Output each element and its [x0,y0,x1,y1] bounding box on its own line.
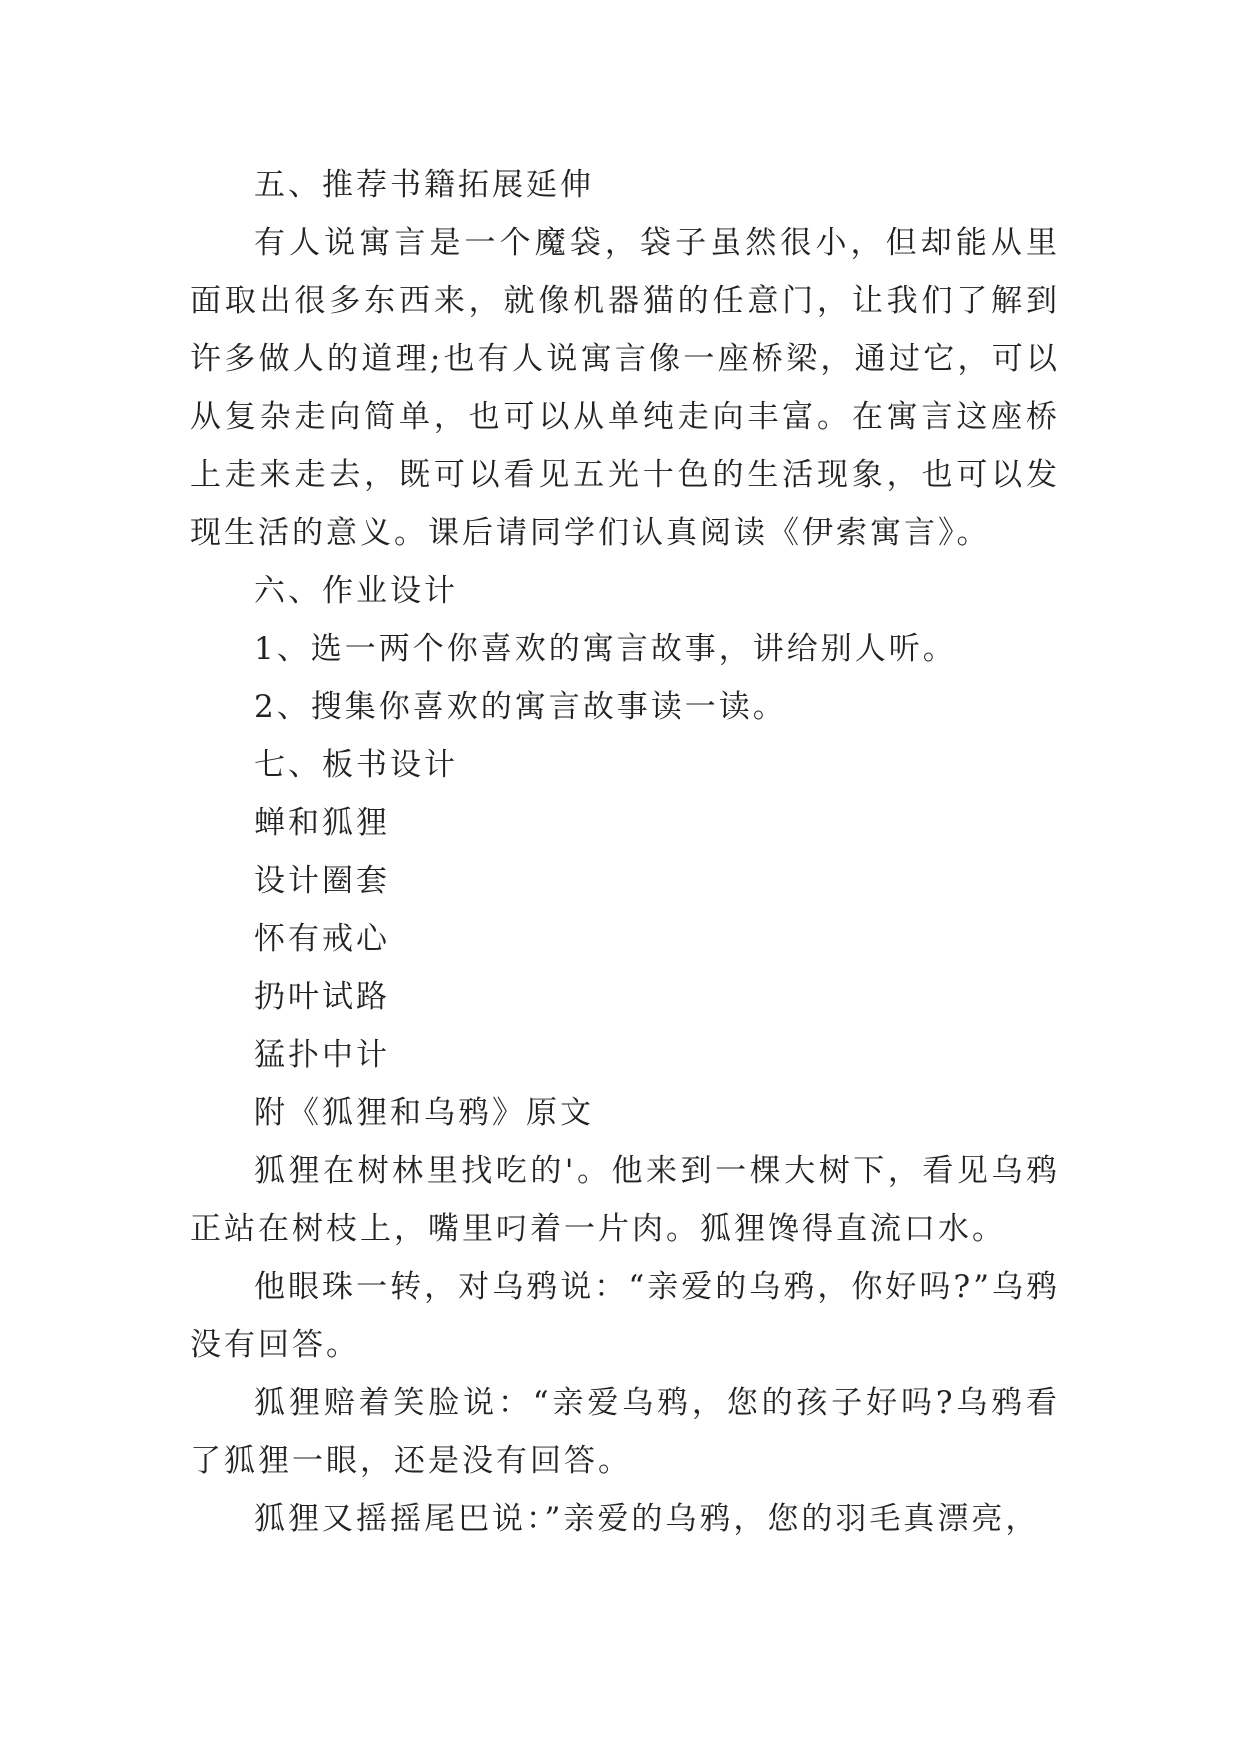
story-paragraph-2: 他眼珠一转，对乌鸦说：“亲爱的乌鸦，你好吗?”乌鸦没有回答。 [190,1269,1060,1363]
heading-board-design: 七、板书设计 [254,747,458,783]
board-line-1: 蝉和狐狸 [254,805,390,841]
board-line-2: 设计圈套 [254,863,390,899]
board-line-5: 猛扑中计 [254,1037,390,1073]
story-paragraph-1: 狐狸在树林里找吃的'。他来到一棵大树下，看见乌鸦正站在树枝上，嘴里叼着一片肉。狐狸馋得直流口水。 [190,1153,1060,1247]
story-paragraph-4: 狐狸又摇摇尾巴说：”亲爱的乌鸦，您的羽毛真漂亮， [254,1501,1040,1537]
heading-homework-design: 六、作业设计 [254,573,458,609]
board-line-3: 怀有戒心 [254,921,390,957]
story-paragraph-3: 狐狸赔着笑脸说：“亲爱乌鸦，您的孩子好吗?乌鸦看了狐狸一眼，还是没有回答。 [190,1385,1060,1479]
document-body [190,156,1060,1548]
homework-item-2: 2、搜集你喜欢的寓言故事读一读。 [254,689,787,725]
heading-recommend-books: 五、推荐书籍拓展延伸 [254,167,594,203]
homework-item-1: 1、选一两个你喜欢的寓言故事，讲给别人听。 [254,631,957,667]
board-line-4: 扔叶试路 [254,979,390,1015]
paragraph-fable-intro: 有人说寓言是一个魔袋，袋子虽然很小，但却能从里面取出很多东西来，就像机器猫的任意门，让我们了解到许多做人的道理;也有人说寓言像一座桥梁，通过它，可以从复杂走向简单，也可以从单纯走向丰富。在寓言这座桥上走来走去，既可以看见五光十色的生活现象，也可以发现生活的意义。课后请同学们认真阅读《伊索寓言》。 [190,225,1060,551]
heading-appendix-original: 附《狐狸和乌鸦》原文 [254,1095,594,1131]
